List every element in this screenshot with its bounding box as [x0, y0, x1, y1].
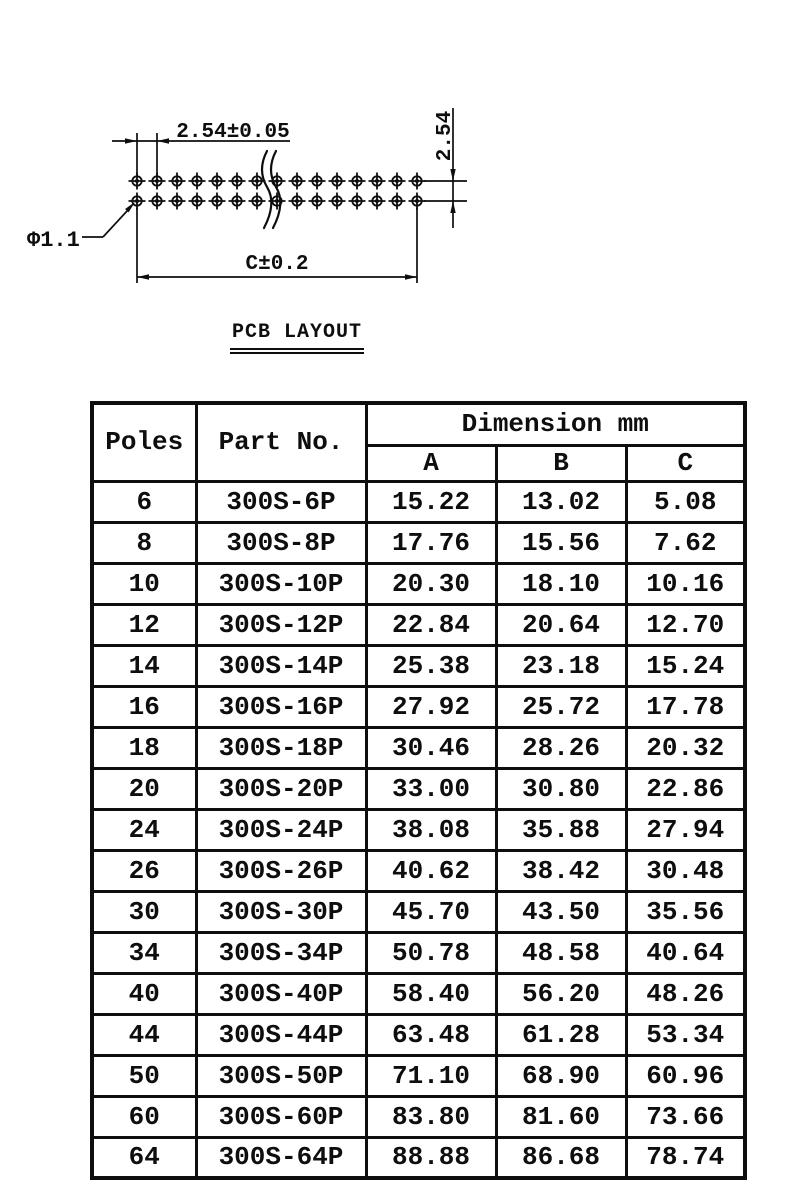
hole-diameter-label: Φ1.1: [27, 228, 80, 253]
poles-cell: 10: [92, 563, 196, 604]
dim-a-cell: 63.48: [366, 1014, 496, 1055]
pin-pad: [189, 173, 206, 190]
part-no-cell: 300S-64P: [196, 1137, 366, 1178]
break-mark-icon: [262, 151, 280, 228]
poles-cell: 18: [92, 727, 196, 768]
pin-pad: [189, 193, 206, 210]
dim-c-cell: 78.74: [626, 1137, 745, 1178]
dim-a-cell: 15.22: [366, 481, 496, 522]
dimension-table: [90, 401, 747, 1180]
poles-cell: 12: [92, 604, 196, 645]
pin-pad: [409, 193, 426, 210]
pin-pad: [209, 193, 226, 210]
dim-b-cell: 81.60: [496, 1096, 626, 1137]
table-row: [92, 891, 745, 932]
pin-pad: [309, 173, 326, 190]
dim-a-cell: 20.30: [366, 563, 496, 604]
table-row: [92, 809, 745, 850]
dim-a-cell: 27.92: [366, 686, 496, 727]
poles-cell: 30: [92, 891, 196, 932]
poles-cell: 60: [92, 1096, 196, 1137]
part-no-cell: 300S-20P: [196, 768, 366, 809]
part-no-cell: 300S-24P: [196, 809, 366, 850]
dim-b-cell: 28.26: [496, 727, 626, 768]
part-no-cell: 300S-16P: [196, 686, 366, 727]
col-header-dimension-group: Dimension mm: [366, 403, 745, 445]
col-header-a: A: [366, 445, 496, 481]
part-no-cell: 300S-10P: [196, 563, 366, 604]
table-row: [92, 563, 745, 604]
pin-pad: [289, 193, 306, 210]
dim-c-cell: 53.34: [626, 1014, 745, 1055]
col-header-b: B: [496, 445, 626, 481]
poles-cell: 64: [92, 1137, 196, 1178]
pin-pad: [149, 193, 166, 210]
dim-c-cell: 17.78: [626, 686, 745, 727]
dim-a-cell: 22.84: [366, 604, 496, 645]
dim-b-cell: 18.10: [496, 563, 626, 604]
dim-b-cell: 68.90: [496, 1055, 626, 1096]
part-no-cell: 300S-40P: [196, 973, 366, 1014]
dim-c-cell: 73.66: [626, 1096, 745, 1137]
table-row: [92, 686, 745, 727]
dim-a-cell: 50.78: [366, 932, 496, 973]
poles-cell: 26: [92, 850, 196, 891]
part-no-cell: 300S-34P: [196, 932, 366, 973]
hole-diameter-leader: [82, 202, 135, 237]
dim-b-cell: 25.72: [496, 686, 626, 727]
dim-a-cell: 38.08: [366, 809, 496, 850]
dim-a-cell: 40.62: [366, 850, 496, 891]
dim-pitch-label: 2.54±0.05: [176, 121, 290, 144]
poles-cell: 20: [92, 768, 196, 809]
dim-b-cell: 20.64: [496, 604, 626, 645]
dim-b-cell: 48.58: [496, 932, 626, 973]
part-no-cell: 300S-18P: [196, 727, 366, 768]
dim-b-cell: 43.50: [496, 891, 626, 932]
part-no-cell: 300S-6P: [196, 481, 366, 522]
table-row: [92, 973, 745, 1014]
poles-cell: 8: [92, 522, 196, 563]
table-row: [92, 522, 745, 563]
pin-pad: [249, 193, 266, 210]
part-no-cell: 300S-26P: [196, 850, 366, 891]
dim-b-cell: 23.18: [496, 645, 626, 686]
col-header-poles: Poles: [92, 403, 196, 481]
part-no-cell: 300S-44P: [196, 1014, 366, 1055]
pin-pad: [329, 193, 346, 210]
dim-b-cell: 61.28: [496, 1014, 626, 1055]
dim-b-cell: 56.20: [496, 973, 626, 1014]
dim-b-cell: 35.88: [496, 809, 626, 850]
dim-a-cell: 58.40: [366, 973, 496, 1014]
pin-pad: [389, 173, 406, 190]
table-row: [92, 1137, 745, 1178]
dim-c-cell: 48.26: [626, 973, 745, 1014]
dim-c-cell: 22.86: [626, 768, 745, 809]
pin-pad: [349, 173, 366, 190]
part-no-cell: 300S-60P: [196, 1096, 366, 1137]
dim-c-cell: 7.62: [626, 522, 745, 563]
pin-pad: [369, 173, 386, 190]
header-row-top: [92, 403, 745, 445]
dim-span-label: C±0.2: [245, 253, 309, 276]
pin-pad: [229, 193, 246, 210]
dim-b-cell: 13.02: [496, 481, 626, 522]
table-row: [92, 1096, 745, 1137]
dim-c-cell: 20.32: [626, 727, 745, 768]
poles-cell: 40: [92, 973, 196, 1014]
table-row: [92, 932, 745, 973]
dim-c-cell: 35.56: [626, 891, 745, 932]
dim-c-cell: 5.08: [626, 481, 745, 522]
dim-c-cell: 27.94: [626, 809, 745, 850]
part-no-cell: 300S-12P: [196, 604, 366, 645]
part-no-cell: 300S-14P: [196, 645, 366, 686]
dim-a-cell: 88.88: [366, 1137, 496, 1178]
poles-cell: 24: [92, 809, 196, 850]
poles-cell: 34: [92, 932, 196, 973]
dim-a-cell: 83.80: [366, 1096, 496, 1137]
dim-b-cell: 30.80: [496, 768, 626, 809]
pin-pad: [289, 173, 306, 190]
table-row: [92, 850, 745, 891]
table-row: [92, 481, 745, 522]
poles-cell: 44: [92, 1014, 196, 1055]
part-no-cell: 300S-8P: [196, 522, 366, 563]
dim-c-cell: 60.96: [626, 1055, 745, 1096]
table-row: [92, 768, 745, 809]
dim-c-cell: 15.24: [626, 645, 745, 686]
pin-pad: [229, 173, 246, 190]
poles-cell: 6: [92, 481, 196, 522]
table-row: [92, 645, 745, 686]
part-no-cell: 300S-50P: [196, 1055, 366, 1096]
pin-pad: [369, 193, 386, 210]
table-row: [92, 1055, 745, 1096]
pin-pad: [169, 193, 186, 210]
table-row: [92, 604, 745, 645]
table-row: [92, 1014, 745, 1055]
dim-b-cell: 15.56: [496, 522, 626, 563]
dim-a-cell: 30.46: [366, 727, 496, 768]
pin-pad: [349, 193, 366, 210]
dim-b-cell: 86.68: [496, 1137, 626, 1178]
part-no-cell: 300S-30P: [196, 891, 366, 932]
pin-pad: [409, 173, 426, 190]
pin-pad: [309, 193, 326, 210]
dim-c-cell: 30.48: [626, 850, 745, 891]
dim-a-cell: 33.00: [366, 768, 496, 809]
poles-cell: 14: [92, 645, 196, 686]
dim-a-cell: 17.76: [366, 522, 496, 563]
col-header-c: C: [626, 445, 745, 481]
drawing-title: PCB LAYOUT: [230, 321, 364, 354]
pin-pad: [389, 193, 406, 210]
dim-a-cell: 45.70: [366, 891, 496, 932]
pin-pad: [209, 173, 226, 190]
table-row: [92, 727, 745, 768]
pin-pad: [169, 173, 186, 190]
col-header-part-no: Part No.: [196, 403, 366, 481]
dim-c-cell: 40.64: [626, 932, 745, 973]
dim-b-cell: 38.42: [496, 850, 626, 891]
poles-cell: 16: [92, 686, 196, 727]
dim-c-cell: 12.70: [626, 604, 745, 645]
dim-c-cell: 10.16: [626, 563, 745, 604]
dim-a-cell: 71.10: [366, 1055, 496, 1096]
dim-row-pitch-label: 2.54: [434, 110, 457, 162]
dim-a-cell: 25.38: [366, 645, 496, 686]
pin-pad: [329, 173, 346, 190]
pcb-layout-drawing: [0, 100, 480, 300]
poles-cell: 50: [92, 1055, 196, 1096]
